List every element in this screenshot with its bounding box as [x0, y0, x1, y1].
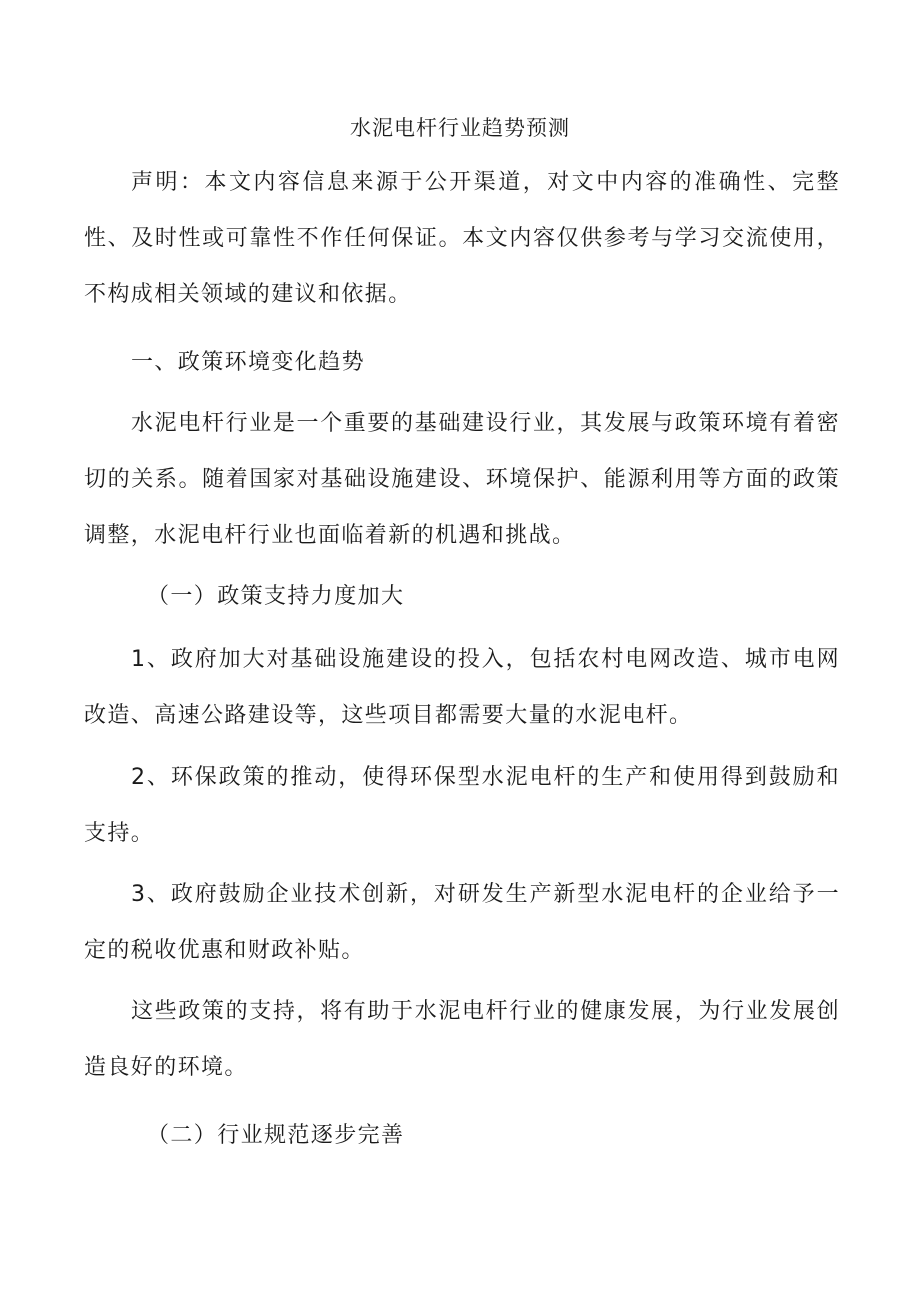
- summary-paragraph: 这些政策的支持，将有助于水泥电杆行业的健康发展，为行业发展创造良好的环境。: [84, 999, 840, 1080]
- document-title: 水泥电杆行业趋势预测: [350, 116, 570, 140]
- disclaimer-paragraph: 声明：本文内容信息来源于公开渠道，对文中内容的准确性、完整性、及时性或可靠性不作任何保证。本文内容仅供参考与学习交流使用，不构成相关领域的建议和依据。: [84, 170, 840, 307]
- subsection-heading-policy-support: （一）政策支持力度加大: [147, 584, 405, 609]
- list-item-3: 3、政府鼓励企业技术创新，对研发生产新型水泥电杆的企业给予一定的税收优惠和财政补贴。: [84, 882, 840, 963]
- list-item-2: 2、环保政策的推动，使得环保型水泥电杆的生产和使用得到鼓励和支持。: [84, 765, 840, 846]
- list-item-1: 1、政府加大对基础设施建设的投入，包括农村电网改造、城市电网改造、高速公路建设等，这些项目都需要大量的水泥电杆。: [84, 647, 840, 728]
- subsection-heading-industry-standards: （二）行业规范逐步完善: [147, 1123, 405, 1148]
- section-intro-paragraph: 水泥电杆行业是一个重要的基础建设行业，其发展与政策环境有着密切的关系。随着国家对基础设施建设、环境保护、能源利用等方面的政策调整，水泥电杆行业也面临着新的机遇和挑战。: [84, 411, 840, 548]
- section-heading-policy-environment: 一、政策环境变化趋势: [131, 350, 366, 375]
